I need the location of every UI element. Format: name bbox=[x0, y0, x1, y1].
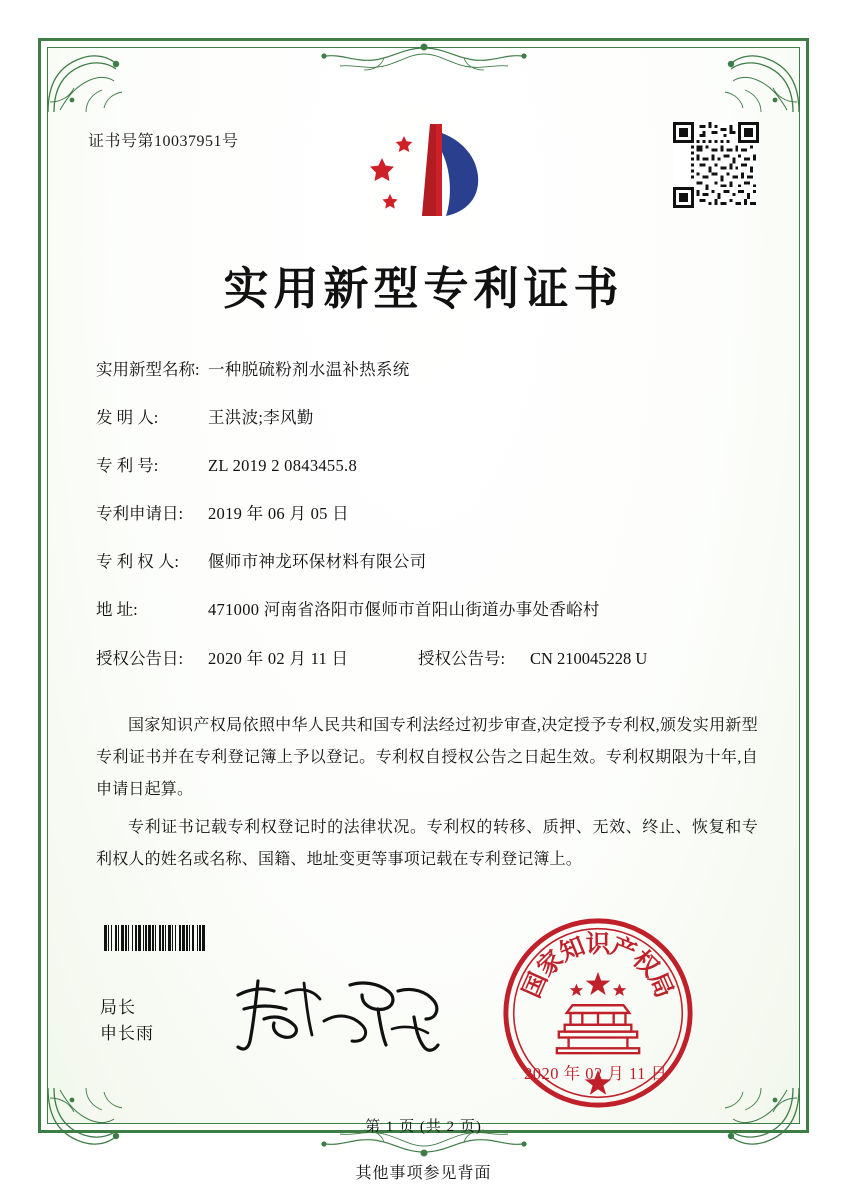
qr-code-icon bbox=[673, 122, 759, 208]
field-value: 2020 年 02 月 11 日 bbox=[208, 648, 349, 668]
signature-label-block bbox=[100, 995, 154, 1046]
director-name: 申长雨 bbox=[100, 1023, 154, 1043]
top-ornament-icon bbox=[214, 40, 634, 86]
paragraph-1: 国家知识产权局依照中华人民共和国专利法经过初步审查,决定授予专利权,颁发实用新型专利证书并在专利登记簿上予以登记。专利权自授权公告之日起生效。专利权期限为十年,自申请日起算。 bbox=[96, 717, 758, 798]
field-label: 专利申请日: bbox=[96, 504, 184, 524]
field-value: CN 210045228 U bbox=[530, 648, 648, 668]
paragraph-2: 专利证书记载专利权登记时的法律状况。专利权的转移、质押、无效、终止、恢复和专利权人的姓名或名称、国籍、地址变更等事项记载在专利登记簿上。 bbox=[96, 819, 758, 868]
legal-text bbox=[96, 710, 758, 882]
director-title: 局长 bbox=[100, 998, 136, 1017]
field-label: 授权公告日: bbox=[96, 648, 184, 668]
field-utility-model-name bbox=[96, 358, 756, 381]
field-list bbox=[96, 358, 756, 695]
field-label: 实用新型名称: bbox=[96, 360, 200, 379]
page-number: 第 1 页 (共 2 页) bbox=[365, 1119, 482, 1135]
barcode-icon bbox=[104, 925, 326, 951]
seal-date: 2020 年 02 月 11 日 bbox=[524, 1064, 668, 1083]
field-label: 发 明 人: bbox=[96, 408, 159, 428]
field-value: 偃师市神龙环保材料有限公司 bbox=[208, 552, 427, 572]
patent-office-logo-icon bbox=[360, 112, 488, 224]
svg-text:局: 局 bbox=[643, 967, 680, 1002]
field-patent-number bbox=[96, 454, 756, 477]
svg-text:识: 识 bbox=[585, 929, 611, 959]
field-label: 专 利 号: bbox=[96, 456, 159, 476]
certificate-number: 证书号第10037951号 bbox=[88, 133, 239, 150]
svg-text:家: 家 bbox=[531, 944, 569, 983]
handwritten-signature-icon bbox=[228, 975, 448, 1057]
field-address bbox=[96, 598, 756, 621]
svg-text:国: 国 bbox=[516, 967, 553, 1002]
field-inventor bbox=[96, 406, 756, 429]
svg-text:权: 权 bbox=[627, 944, 665, 983]
svg-text:产: 产 bbox=[607, 930, 641, 967]
field-label: 地 址: bbox=[96, 600, 138, 620]
page-title: 实用新型专利证书 bbox=[223, 262, 624, 315]
field-label: 专 利 权 人: bbox=[96, 552, 179, 572]
back-side-note: 其他事项参见背面 bbox=[355, 1165, 492, 1182]
field-value: 王洪波;李风勤 bbox=[208, 408, 314, 428]
field-application-date bbox=[96, 502, 756, 525]
field-value: ZL 2019 2 0843455.8 bbox=[208, 456, 357, 476]
field-value: 471000 河南省洛阳市偃师市首阳山街道办事处香峪村 bbox=[208, 600, 600, 620]
field-grant-info bbox=[96, 647, 756, 670]
svg-text:知: 知 bbox=[555, 930, 589, 967]
field-value: 2019 年 06 月 05 日 bbox=[208, 504, 349, 524]
field-label: 授权公告号: bbox=[418, 648, 506, 668]
field-patentee bbox=[96, 550, 756, 573]
field-value: 一种脱硫粉剂水温补热系统 bbox=[208, 360, 410, 379]
